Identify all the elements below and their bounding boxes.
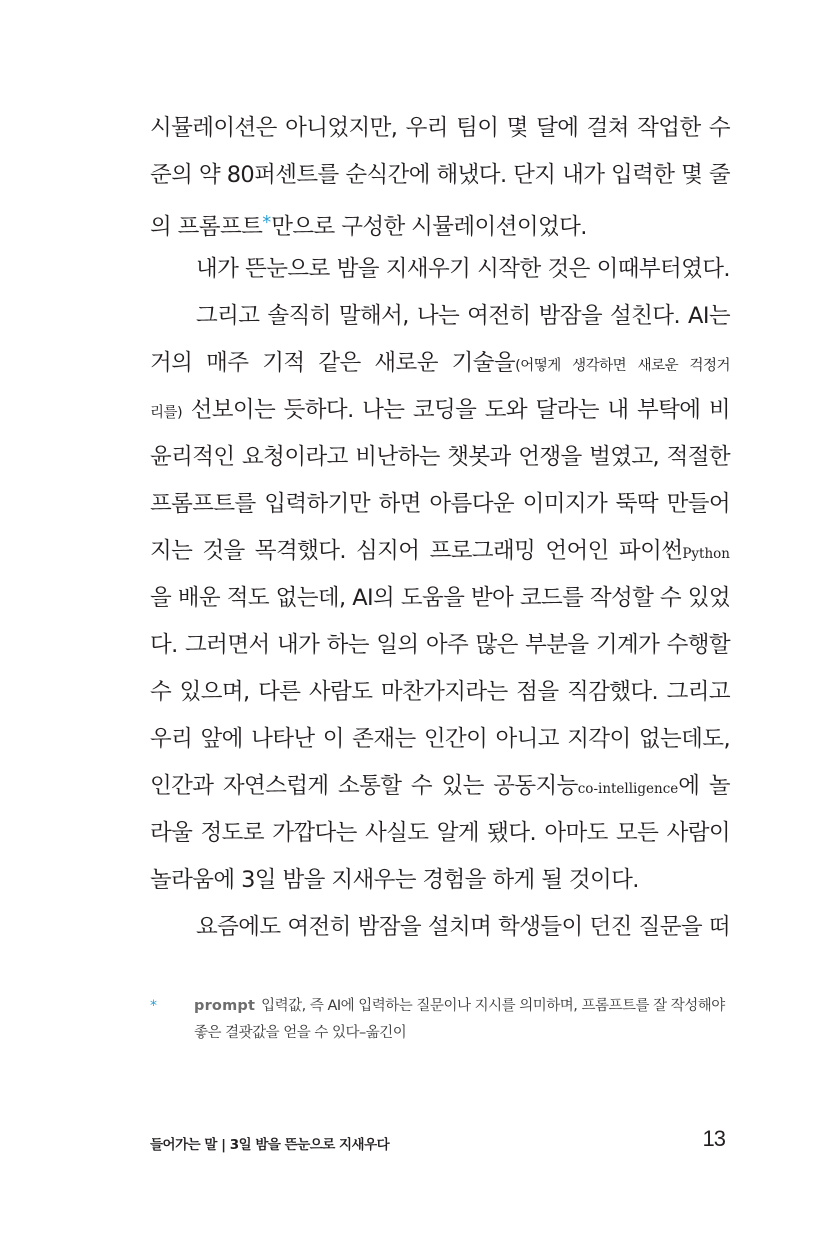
text-run: 선보이는 듯하다. 나는 코딩을 도와 달라는 내 부탁에 비	[182, 397, 730, 423]
body-line	[150, 481, 730, 528]
running-head: 들어가는 말 | 3일 밤을 뜬눈으로 지새우다	[150, 1137, 390, 1153]
text-run: 다. 그러면서 내가 하는 일의 아주 많은 부분을 기계가 수행할	[150, 632, 730, 658]
body-text	[150, 105, 730, 951]
body-line	[150, 105, 730, 152]
text-run: 지는 것을 목격했다. 심지어 프로그래밍 언어인 파이썬	[150, 538, 683, 564]
body-line	[150, 857, 730, 904]
footnote-text: 입력값, 즉 AI에 입력하는 질문이나 지시를 의미하며, 프롬프트를 잘 작성해야 좋은 결괏값을 얻을 수 있다–옮긴이	[194, 998, 725, 1041]
page-number: 13	[702, 1126, 725, 1151]
text-run: 을 배운 적도 없는데, AI의 도움을 받아 코드를 작성할 수 있었	[150, 585, 730, 611]
text-run: 시뮬레이션은 아니었지만, 우리 팀이 몇 달에 걸쳐 작업한 수	[150, 115, 730, 141]
text-run: 준의 약 80퍼센트를 순식간에 해냈다. 단지 내가 입력한 몇 줄	[150, 162, 730, 188]
footnote	[150, 993, 730, 1047]
body-line	[150, 575, 730, 622]
text-run: 내가 뜬눈으로 밤을 지새우기 시작한 것은 이때부터였다.	[196, 256, 730, 282]
parenthetical-note: (어떻게 생각하면 새로운 걱정거	[515, 358, 731, 374]
body-line	[150, 904, 730, 951]
body-line	[150, 763, 730, 810]
parenthetical-note: 리를)	[150, 405, 183, 421]
body-line	[150, 528, 730, 575]
text-run: 의 프롬프트	[150, 214, 263, 240]
body-line	[150, 622, 730, 669]
footnote-body	[194, 993, 730, 1047]
text-run: 거의 매주 기적 같은 새로운 기술을	[150, 350, 516, 376]
body-line	[150, 810, 730, 857]
text-run: 요즘에도 여전히 밤잠을 설치며 학생들이 던진 질문을 떠	[196, 914, 730, 940]
footnote-reference[interactable]: *	[262, 212, 272, 233]
text-run: 우리 앞에 나타난 이 존재는 인간이 아니고 지각이 없는데도,	[150, 726, 730, 752]
text-run: 놀라움에 3일 밤을 지새우는 경험을 하게 될 것이다.	[150, 867, 639, 893]
body-line	[150, 246, 730, 293]
body-line	[150, 387, 730, 434]
body-line	[150, 199, 730, 246]
text-run: 인간과 자연스럽게 소통할 수 있는 공동지능	[150, 773, 578, 799]
body-line	[150, 152, 730, 199]
text-run: 프롬프트를 입력하기만 하면 아름다운 이미지가 뚝딱 만들어	[150, 491, 730, 517]
text-run: 에 놀	[678, 773, 730, 799]
body-line	[150, 669, 730, 716]
body-line	[150, 293, 730, 340]
original-term: co-intelligence	[577, 781, 679, 797]
body-line	[150, 716, 730, 763]
original-term: Python	[682, 546, 730, 562]
text-run: 그리고 솔직히 말해서, 나는 여전히 밤잠을 설친다. AI는	[196, 303, 730, 329]
text-run: 만으로 구성한 시뮬레이션이었다.	[271, 214, 587, 240]
body-line	[150, 340, 730, 387]
footnote-marker: *	[150, 998, 157, 1014]
footnote-term: prompt	[194, 998, 256, 1014]
text-run: 라울 정도로 가깝다는 사실도 알게 됐다. 아마도 모든 사람이	[150, 820, 730, 846]
text-run: 윤리적인 요청이라고 비난하는 챗봇과 언쟁을 벌였고, 적절한	[150, 444, 730, 470]
body-line	[150, 434, 730, 481]
text-run: 수 있으며, 다른 사람도 마찬가지라는 점을 직감했다. 그리고	[150, 679, 730, 705]
